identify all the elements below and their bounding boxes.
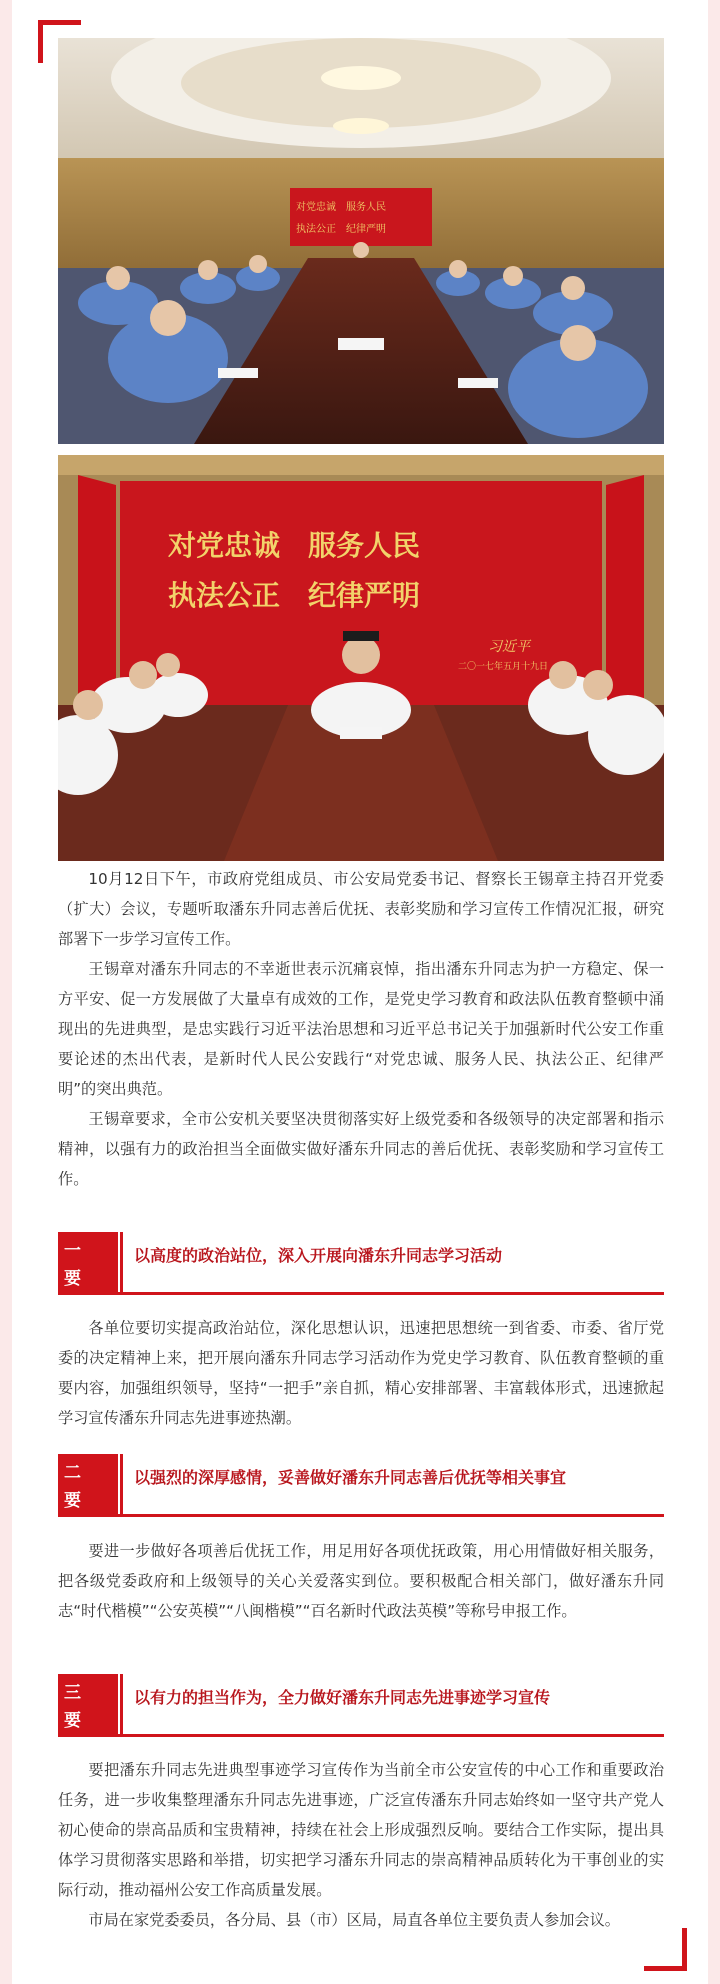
section-body-2 (58, 1536, 664, 1626)
section-paragraph: 要把潘东升同志先进典型事迹学习宣传作为当前全市公安宣传的中心工作和重要政治任务，进一步收集整理潘东升同志先进事迹，广泛宣传潘东升同志始终如一坚守共产党人初心使命的崇高品质和宝贵精神，持续在社会上形成强烈反响。要结合工作实际，提出具体学习贯彻落实思路和举措，切实把学习潘东升同志的崇高精神品质转化为干事创业的实际行动，推动福州公安工作高质量发展。 (58, 1761, 664, 1899)
section-heading-3 (58, 1674, 664, 1736)
meeting-photo-wide (58, 38, 664, 444)
section-paragraph: 各单位要切实提高政治站位，深化思想认识，迅速把思想统一到省委、市委、省厅党委的决定精神上来，把开展向潘东升同志学习活动作为党史学习教育、队伍教育整顿的重要内容，加强组织领导，坚持“一把手”亲自抓，精心安排部署、丰富载体形式，迅速掀起学习宣传潘东升同志先进事迹热潮。 (58, 1319, 664, 1427)
heading-divider (120, 1232, 123, 1292)
heading-divider (120, 1674, 123, 1734)
section-paragraph: 要进一步做好各项善后优抚工作，用足用好各项优抚政策，用心用情做好相关服务，把各级党委政府和上级领导的关心关爱落实到位。要积极配合相关部门，做好潘东升同志“时代楷模”“公安英模”“八闽楷模”“百名新时代政法英模”等称号申报工作。 (58, 1542, 664, 1620)
heading-divider (120, 1454, 123, 1514)
heading-underline (58, 1292, 664, 1295)
photo2-banner-line1: 对党忠诚 服务人民 (168, 529, 421, 562)
section-title: 以有力的担当作为，全力做好潘东升同志先进事迹学习宣传 (134, 1688, 551, 1707)
section-title: 以高度的政治站位，深入开展向潘东升同志学习活动 (134, 1246, 503, 1265)
meeting-photo-banner (58, 455, 664, 861)
photo2-banner-line2: 执法公正 纪律严明 (168, 579, 421, 612)
closing-paragraph: 市局在家党委委员，各分局、县（市）区局，局直各单位主要负责人参加会议。 (88, 1911, 620, 1929)
intro-paragraph-1: 10月12日下午，市政府党组成员、市公安局党委书记、督察长王锡章主持召开党委（扩大）会议，专题听取潘东升同志善后优抚、表彰奖励和学习宣传工作情况汇报，研究部署下一步学习宣传工作。 (58, 870, 664, 948)
section-number-badge: 三 要 (58, 1674, 118, 1734)
section-body-1 (58, 1313, 664, 1433)
intro-text (58, 864, 664, 1194)
corner-decoration-bottom-right (644, 1928, 687, 1971)
photo1-banner-left: 对党忠诚 服务人民 (296, 202, 386, 213)
section-number-badge: 一 要 (58, 1232, 118, 1292)
photo1-banner-right: 执法公正 纪律严明 (296, 224, 386, 235)
photo2-signature: 习近平 (488, 639, 530, 655)
photo2-date: 二〇一七年五月十九日 (458, 662, 549, 672)
section-heading-1 (58, 1232, 664, 1294)
section-heading-2 (58, 1454, 664, 1516)
section-number-badge: 二 要 (58, 1454, 118, 1514)
intro-paragraph-3: 王锡章要求，全市公安机关要坚决贯彻落实好上级党委和各级领导的决定部署和指示精神，以强有力的政治担当全面做实做好潘东升同志的善后优抚、表彰奖励和学习宣传工作。 (58, 1110, 664, 1188)
section-title: 以强烈的深厚感情，妥善做好潘东升同志善后优抚等相关事宜 (134, 1468, 567, 1487)
intro-paragraph-2: 王锡章对潘东升同志的不幸逝世表示沉痛哀悼，指出潘东升同志为护一方稳定、保一方平安、促一方发展做了大量卓有成效的工作，是党史学习教育和政法队伍教育整顿中涌现出的先进典型，是忠实践行习近平法治思想和习近平总书记关于加强新时代公安工作重要论述的杰出代表，是新时代人民公安践行“对党忠诚、服务人民、执法公正、纪律严明”的突出典范。 (58, 960, 664, 1098)
section-body-3 (58, 1755, 664, 1935)
heading-underline (58, 1514, 664, 1517)
heading-underline (58, 1734, 664, 1737)
